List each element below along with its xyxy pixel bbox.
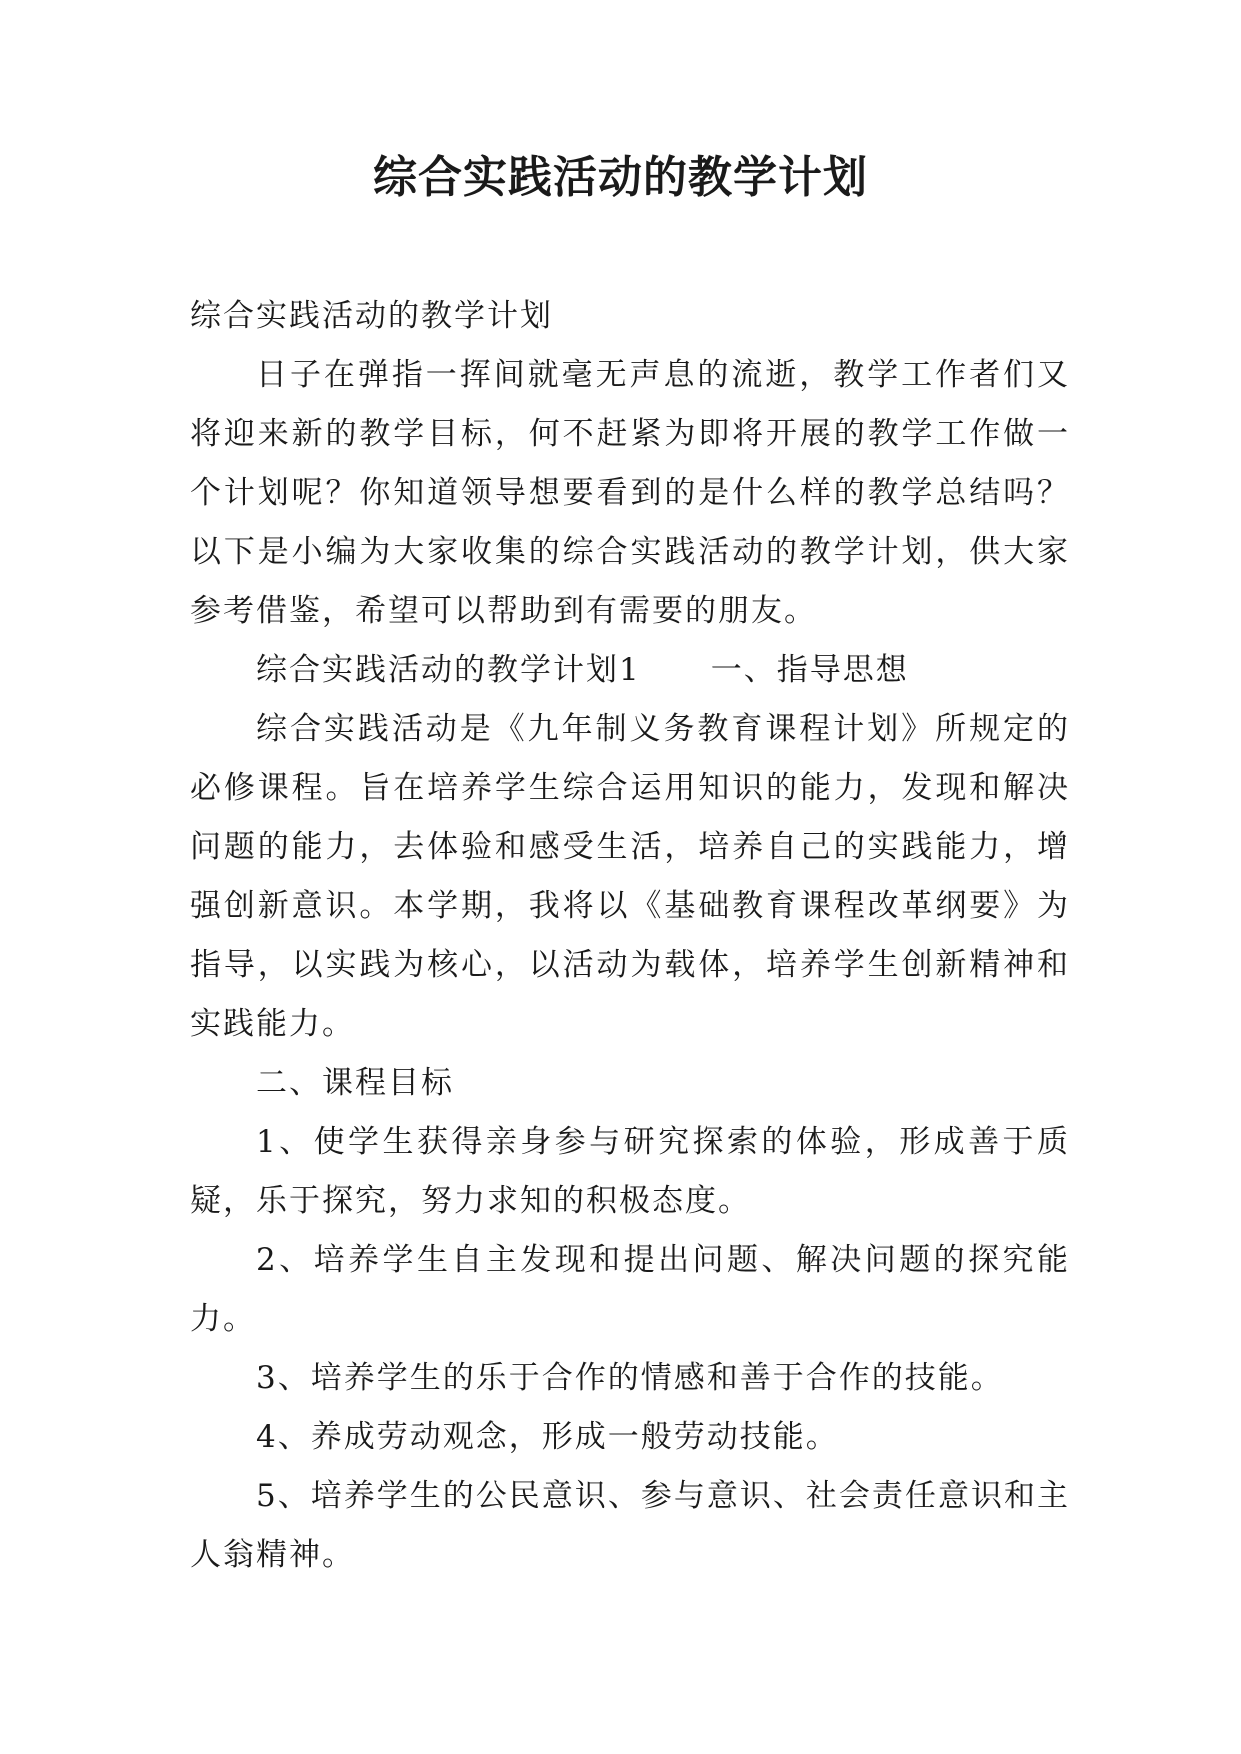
goal-item: 5、培养学生的公民意识、参与意识、社会责任意识和主人翁精神。 bbox=[190, 1478, 1070, 1573]
goal-item: 4、养成劳动观念，形成一般劳动技能。 bbox=[256, 1419, 839, 1455]
plan-heading-line bbox=[190, 641, 1070, 700]
document-title: 综合实践活动的教学计划 bbox=[373, 152, 868, 203]
section1-heading: 一、指导思想 bbox=[710, 652, 909, 688]
section1-paragraph: 综合实践活动是《九年制义务教育课程计划》所规定的必修课程。旨在培养学生综合运用知识的能力，发现和解决问题的能力，去体验和感受生活，培养自己的实践能力，增强创新意识。本学期，我将以《基础教育课程改革纲要》为指导，以实践为核心，以活动为载体，培养学生创新精神和实践能力。 bbox=[190, 711, 1070, 1042]
plan1-heading: 综合实践活动的教学计划1 bbox=[256, 652, 641, 688]
intro-paragraph: 日子在弹指一挥间就毫无声息的流逝，教学工作者们又将迎来新的教学目标，何不赶紧为即将开展的教学工作做一个计划呢？你知道领导想要看到的是什么样的教学总结吗？以下是小编为大家收集的综合实践活动的教学计划，供大家参考借鉴，希望可以帮助到有需要的朋友。 bbox=[190, 357, 1070, 629]
goal-item: 1、使学生获得亲身参与研究探索的体验，形成善于质疑，乐于探究，努力求知的积极态度。 bbox=[190, 1124, 1070, 1219]
section2-heading: 二、课程目标 bbox=[256, 1065, 454, 1101]
goal-item: 2、培养学生自主发现和提出问题、解决问题的探究能力。 bbox=[190, 1242, 1070, 1337]
document-body bbox=[190, 287, 1070, 1585]
goal-item: 3、培养学生的乐于合作的情感和善于合作的技能。 bbox=[256, 1360, 1004, 1396]
document-subtitle: 综合实践活动的教学计划 bbox=[190, 298, 553, 334]
